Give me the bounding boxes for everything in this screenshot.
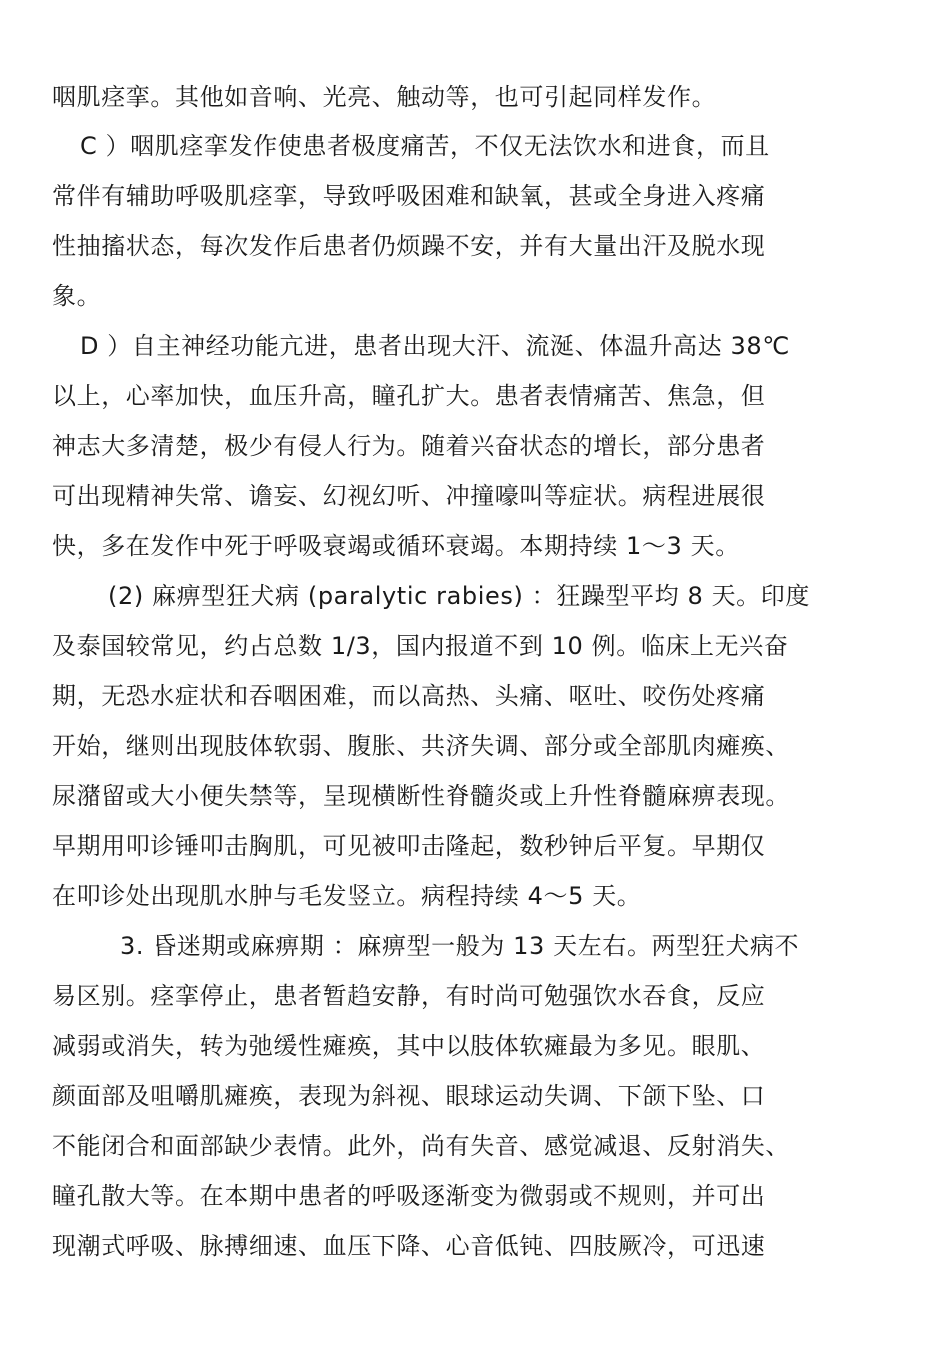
text-line: 瞳孔散大等。在本期中患者的呼吸逐渐变为微弱或不规则，并可出: [52, 1182, 766, 1210]
text-line: 咽肌痉挛。其他如音响、光亮、触动等，也可引起同样发作。: [52, 83, 717, 111]
text-line: 早期用叩诊锤叩击胸肌，可见被叩击隆起，数秒钟后平复。早期仅: [52, 832, 766, 860]
text-line: D ）自主神经功能亢进，患者出现大汗、流涎、体温升高达 38℃: [80, 332, 790, 360]
text-line: 可出现精神失常、谵妄、幻视幻听、冲撞嚎叫等症状。病程进展很: [52, 482, 766, 510]
text-line: 象。: [52, 282, 102, 310]
text-line: 易区别。痉挛停止，患者暂趋安静，有时尚可勉强饮水吞食，反应: [52, 982, 766, 1010]
text-line: 期，无恐水症状和吞咽困难，而以高热、头痛、呕吐、咬伤处疼痛: [52, 682, 766, 710]
text-line: 以上，心率加快，血压升高，瞳孔扩大。患者表情痛苦、焦急，但: [52, 382, 766, 410]
text-line: 快，多在发作中死于呼吸衰竭或循环衰竭。本期持续 1～3 天。: [52, 532, 740, 560]
text-line: 神志大多清楚，极少有侵人行为。随着兴奋状态的增长，部分患者: [52, 432, 766, 460]
text-line: (2) 麻痹型狂犬病 (paralytic rabies) ：狂躁型平均 8 天。印度: [108, 582, 810, 610]
text-line: 开始，继则出现肢体软弱、腹胀、共济失调、部分或全部肌肉瘫痪、: [52, 732, 790, 760]
text-line: 及泰国较常见，约占总数 1/3，国内报道不到 10 例。临床上无兴奋: [52, 632, 789, 660]
text-line: 颜面部及咀嚼肌瘫痪，表现为斜视、眼球运动失调、下颌下坠、口: [52, 1082, 766, 1110]
text-line: 减弱或消失，转为弛缓性瘫痪，其中以肢体软瘫最为多见。眼肌、: [52, 1032, 766, 1060]
text-line: 在叩诊处出现肌水肿与毛发竖立。病程持续 4～5 天。: [52, 882, 642, 910]
text-line: 现潮式呼吸、脉搏细速、血压下降、心音低钝、四肢厥冷，可迅速: [52, 1232, 766, 1260]
text-line: 3. 昏迷期或麻痹期 ：麻痹型一般为 13 天左右。两型狂犬病不: [120, 932, 800, 960]
text-line: C ）咽肌痉挛发作使患者极度痛苦，不仅无法饮水和进食，而且: [80, 132, 770, 160]
text-line: 常伴有辅助呼吸肌痉挛，导致呼吸困难和缺氧，甚或全身进入疼痛: [52, 182, 766, 210]
text-line: 尿潴留或大小便失禁等，呈现横断性脊髓炎或上升性脊髓麻痹表现。: [52, 782, 790, 810]
text-line: 不能闭合和面部缺少表情。此外，尚有失音、感觉减退、反射消失、: [52, 1132, 790, 1160]
text-line: 性抽搐状态，每次发作后患者仍烦躁不安，并有大量出汗及脱水现: [52, 232, 766, 260]
